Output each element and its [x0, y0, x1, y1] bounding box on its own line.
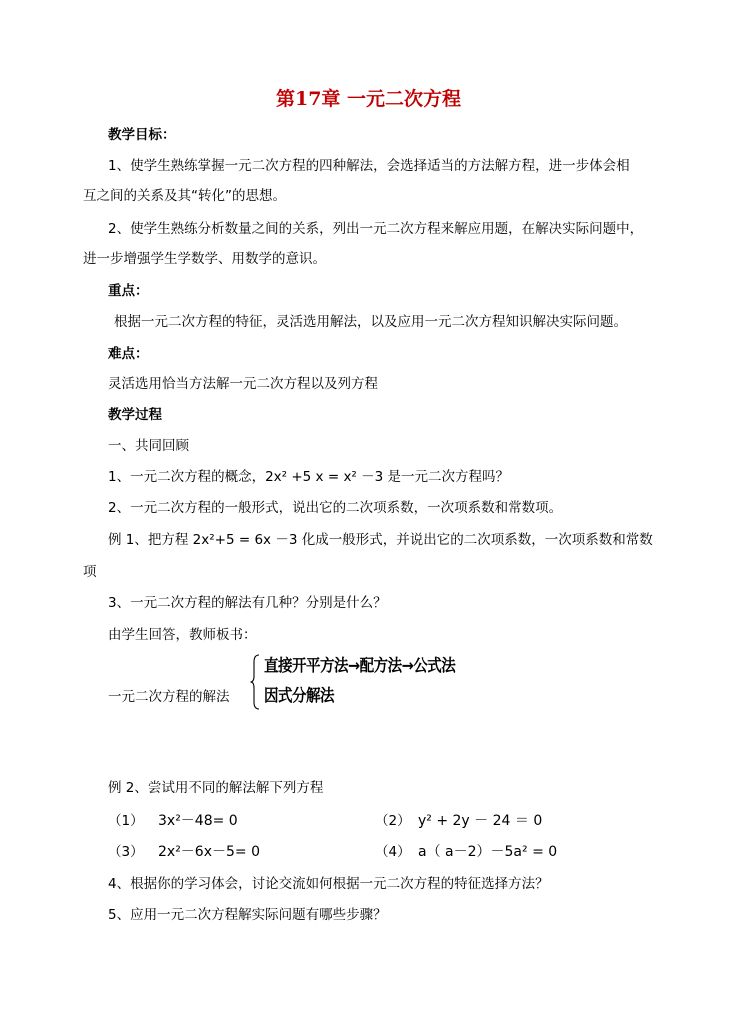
review-heading: 一、共同回顾: [108, 438, 189, 454]
equation-4-number: （4）: [375, 844, 411, 860]
goal-item-2-line-2: 进一步增强学生学数学、用数学的意识。: [83, 251, 326, 267]
equation-2-number: （2）: [375, 813, 411, 829]
question-3: 3、一元二次方程的解法有几种？分别是什么？: [108, 595, 387, 611]
example-1-line-2: 项: [83, 564, 97, 580]
methods-line-1: 直接开平方法→配方法→公式法: [264, 657, 456, 676]
page-title: 第17章 一元二次方程: [275, 88, 462, 110]
goal-item-2-line-1: 2、使学生熟练分析数量之间的关系，列出一元二次方程来解应用题，在解决实际问题中，: [108, 221, 644, 237]
difficulty-text: 灵活选用恰当方法解一元二次方程以及列方程: [108, 376, 378, 392]
key-point-text: 根据一元二次方程的特征，灵活选用解法，以及应用一元二次方程知识解决实际问题。: [114, 314, 627, 330]
goal-item-1-line-2: 互之间的关系及其“转化”的思想。: [83, 188, 286, 204]
question-5: 5、应用一元二次方程解实际问题有哪些步骤？: [108, 907, 387, 923]
goal-item-1-line-1: 1、使学生熟练掌握一元二次方程的四种解法，会选择适当的方法解方程，进一步体会相: [108, 158, 630, 174]
board-note: 由学生回答，教师板书：: [108, 627, 257, 643]
difficulty-heading: 难点：: [108, 346, 149, 362]
equation-2: y² + 2y － 24 ＝ 0: [418, 813, 543, 829]
equation-4: a（ a－2）－5a² = 0: [418, 844, 558, 860]
brace-icon: [250, 654, 260, 710]
question-2: 2、一元二次方程的一般形式，说出它的二次项系数，一次项系数和常数项。: [108, 500, 563, 516]
methods-label: 一元二次方程的解法: [108, 689, 230, 705]
example-1-line-1: 例 1、把方程 2x²+5 = 6x －3 化成一般形式，并说出它的二次项系数，一次项系数和常数: [108, 532, 653, 548]
example-2: 例 2、尝试用不同的解法解下列方程: [108, 780, 324, 796]
equation-3: 2x²－6x－5= 0: [158, 844, 260, 860]
key-point-heading: 重点：: [108, 283, 149, 299]
equation-1: 3x²－48= 0: [158, 813, 238, 829]
equation-1-number: （1）: [108, 813, 144, 829]
equation-3-number: （3）: [108, 844, 144, 860]
goal-heading: 教学目标：: [108, 127, 176, 143]
process-heading: 教学过程: [108, 407, 162, 423]
methods-line-2: 因式分解法: [264, 687, 334, 706]
question-1: 1、一元二次方程的概念，2x² +5 x = x² －3 是一元二次方程吗？: [108, 469, 510, 485]
question-4: 4、根据你的学习体会，讨论交流如何根据一元二次方程的特征选择方法？: [108, 876, 549, 892]
